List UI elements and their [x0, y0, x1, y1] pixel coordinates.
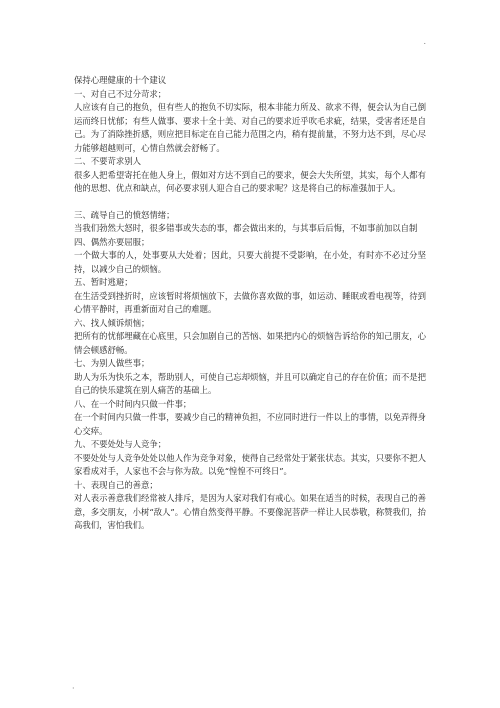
section-body-1: 人应该有自己的抱负，但有些人的抱负不切实际，根本非能力所及、欲求不得，便会认为自己倒运而终日忧郁；有些人做事、要求十全十美、对自己的要求近乎吹毛求疵，结果，受害者还是自己。为了消除挫折感，则应把目标定在自己能力范围之内，稍有提前量，不努力达不到，尽心尽力能够超越则可，心情自然就会舒畅了。 [74, 102, 426, 153]
section-body-9: 不要处处与人竞争处处以他人作为竞争对象，使得自己经常处于紧张状态。其实，只要你不把人家看成对手，人家也不会与你为敌。以免“惶惶不可终日”。 [74, 452, 426, 476]
section-heading-2: 二、不要苛求别人 [74, 156, 141, 166]
section-heading-10: 十、表现自己的善意； [74, 479, 158, 490]
corner-mark-top: . [423, 37, 426, 46]
section-body-6: 把所有的忧郁埋藏在心底里，只会加剧自己的苦恼、如果把内心的烦恼告诉给你的知己朋友，心情会顿感舒畅。 [74, 331, 426, 355]
section-body-2: 很多人把希望寄托在他人身上，假如对方达不到自己的要求，便会大失所望，其实，每个人都有他的思想、优点和缺点，何必要求别人迎合自己的要求呢？这是将自己的标准强加于人。 [74, 169, 426, 193]
section-body-4: 一个做大事的人，处事要从大处着；因此，只要大前提不受影响，在小处，有时亦不必过分坚持，以减少自己的烦恼。 [74, 250, 426, 274]
document-body [74, 74, 426, 533]
paragraph-gap [74, 196, 426, 209]
section-heading-6: 六、找人倾诉烦恼； [74, 317, 150, 328]
section-heading-1: 一、对自己不过分苛求； [74, 88, 167, 99]
section-body-10: 对人表示善意我们经常被人排斥，是因为人家对我们有戒心。如果在适当的时候，表现自己的善意，多交朋友，小树“敌人”。心情自然变得平静。不要像泥菩萨一样让人民恭敬，称赞我们，抬高我们，害怕我们。 [74, 493, 426, 530]
section-body-7: 助人为乐为快乐之本，帮助别人，可使自己忘却烦恼，并且可以确定自己的存在价值；而不是把自己的快乐建筑在别人痛苦的基础上。 [74, 371, 426, 395]
section-body-3: 当我们勃然大怒时，很多错事或失态的事，都会做出来的，与其事后后悔，不如事前加以自制 [74, 223, 418, 233]
section-heading-4: 四、偶然亦要屈服； [74, 236, 150, 247]
section-body-8: 在一个时间内只做一件事，要减少自己的精神负担，不应同时进行一件以上的事情，以免弄得身心交瘁。 [74, 412, 426, 436]
section-heading-8: 八、在一个时间内只做一件事； [74, 398, 192, 409]
section-body-5: 在生活受到挫折时，应该暂时将烦恼放下，去做你喜欢做的事，如运动、睡眠或看电视等，待到心情平静时，再重新面对自己的难题。 [74, 290, 426, 314]
corner-mark-bottom: · [72, 684, 75, 693]
section-heading-3: 三、疏导自己的愤怒情绪； [74, 209, 175, 220]
section-heading-5: 五、暂时逃避； [74, 277, 133, 287]
section-heading-7: 七、为别人做些事； [74, 358, 150, 368]
document-title: 保持心理健康的十个建议 [74, 75, 167, 85]
section-heading-9: 九、不要处处与人竞争； [74, 439, 167, 449]
